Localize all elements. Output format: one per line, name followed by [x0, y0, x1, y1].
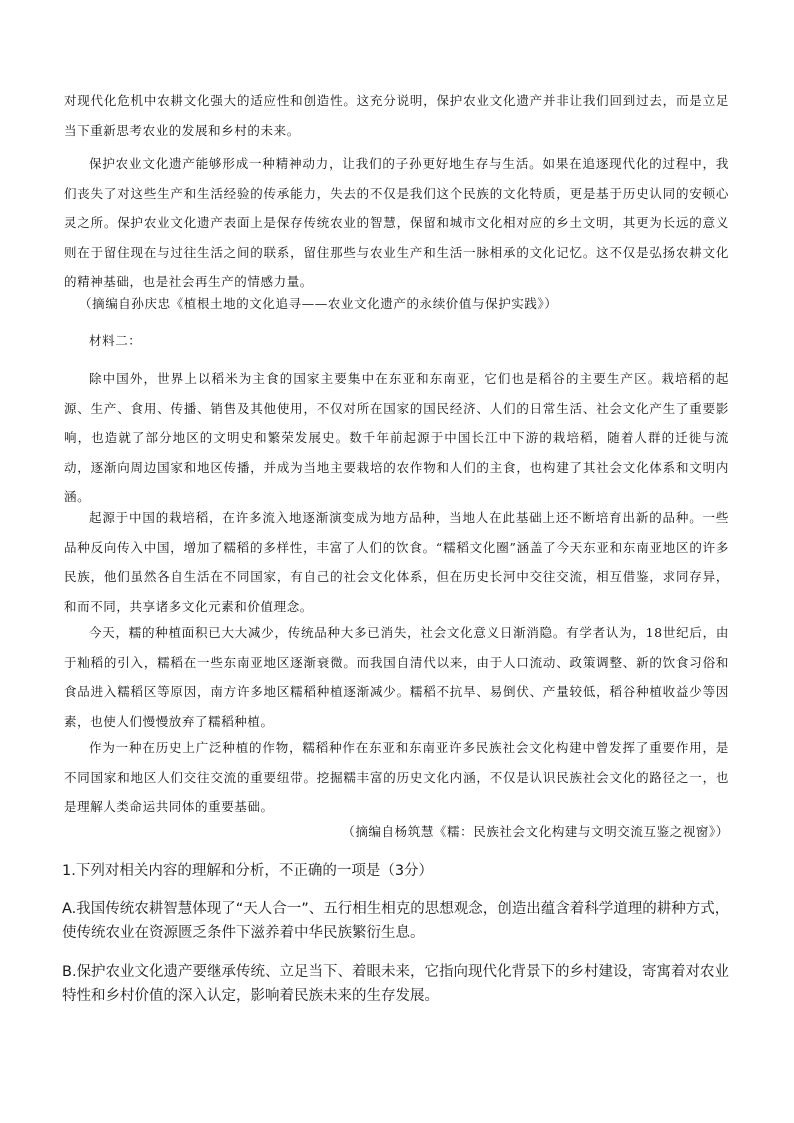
material2-source: （摘编自杨筑慧《糯：民族社会文化构建与文明交流互鉴之视窗》） — [342, 824, 729, 839]
question-1-option-b: B.保护农业文化遗产要继承传统、立足当下、着眼未来，它指向现代化背景下的乡村建设，寄寓着对农业特性和乡村价值的深入认定，影响着民族未来的生存发展。 — [62, 964, 730, 1004]
question-1-stem: 1.下列对相关内容的理解和分析，不正确的一项是（3分） — [62, 863, 434, 879]
material2-paragraph-2: 起源于中国的栽培稻，在许多流入地逐渐演变成为地方品种，当地人在此基础上还不断培育出新的品种。一些品种反向传入中国，增加了糯稻的多样性，丰富了人们的饮食。“糯稻文化圈”涵盖了今天东亚和东南亚地区的许多民族，他们虽然各自生活在不同国家，有自己的社会文化体系，但在历史长河中交往交流，相互借鉴，求同存异，和而不同，共享诸多文化元素和价值理念。 — [64, 510, 729, 614]
material1-paragraph-2: 保护农业文化遗产能够形成一种精神动力，让我们的子孙更好地生存与生活。如果在追逐现代化的过程中，我们丧失了对这些生产和生活经验的传承能力，失去的不仅是我们这个民族的文化特质，更是基于历史认同的安顿心灵之所。保护农业文化遗产表面上是保存传统农业的智慧，保留和城市文化相对应的乡土文明，其更为长远的意义则在于留住现在与过往生活之间的联系，留住那些与农业生产和生活一脉相承的文化记忆。这不仅是弘扬农耕文化的精神基础，也是社会再生产的情感力量。 — [64, 156, 729, 289]
question-1-option-a: A.我国传统农耕智慧体现了“天人合一”、五行相生相克的思想观念，创造出蕴含着科学道理的耕种方式，使传统农业在资源匮乏条件下滋养着中华民族繁衍生息。 — [62, 901, 730, 941]
material2-paragraph-4: 作为一种在历史上广泛种植的作物，糯稻种作在东亚和东南亚许多民族社会文化构建中曾发挥了重要作用，是不同国家和地区人们交往交流的重要纽带。挖掘糯丰富的历史文化内涵，不仅是认识民族社会文化的路径之一，也是理解人类命运共同体的重要基础。 — [64, 740, 729, 814]
material1-source: （摘编自孙庆忠《植根土地的文化追寻——农业文化遗产的永续价值与保护实践》） — [79, 296, 558, 311]
material2-paragraph-3: 今天，糯的种植面积已大大减少，传统品种大多已消失，社会文化意义日渐消隐。有学者认为，18世纪后，由于籼稻的引入，糯稻在一些东南亚地区逐渐衰微。而我国自清代以来，由于人口流动、政策调整、新的饮食习俗和食品进入糯稻区等原因，南方许多地区糯稻种植逐渐减少。糯稻不抗旱、易倒伏、产量较低，稻谷种植收益少等因素，也使人们慢慢放弃了糯稻种植。 — [64, 625, 729, 729]
material2-paragraph-1: 除中国外，世界上以稻米为主食的国家主要集中在东亚和东南亚，它们也是稻谷的主要生产区。栽培稻的起源、生产、食用、传播、销售及其他使用，不仅对所在国家的国民经济、人们的日常生活、社会文化产生了重要影响，也造就了部分地区的文明史和繁荣发展史。数千年前起源于中国长江中下游的栽培稻，随着人群的迁徙与流动，逐渐向周边国家和地区传播，并成为当地主要栽培的农作物和人们的主食，也构建了其社会文化体系和文明内涵。 — [64, 371, 729, 504]
material1-paragraph-1: 对现代化危机中农耕文化强大的适应性和创造性。这充分说明，保护农业文化遗产并非让我们回到过去，而是立足当下重新思考农业的发展和乡村的未来。 — [64, 93, 729, 138]
material2-label: 材料二： — [89, 333, 142, 348]
